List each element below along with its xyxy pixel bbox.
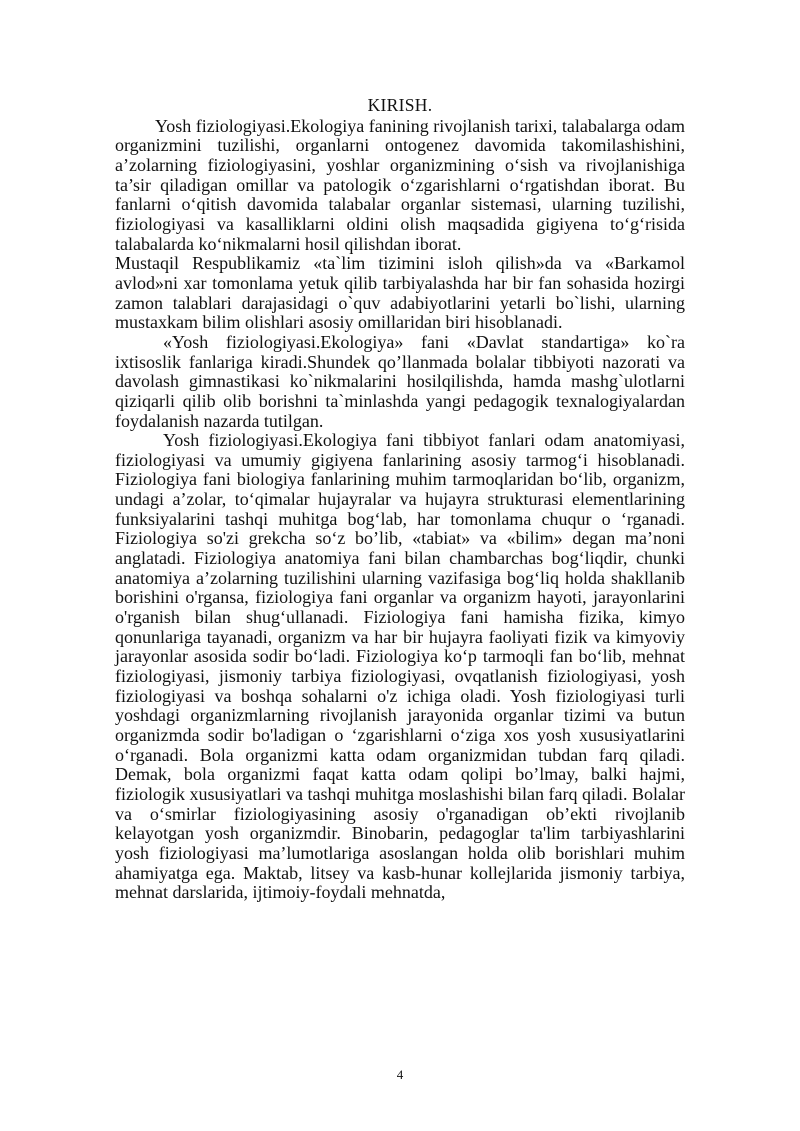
- paragraph-davlat-standart: «Yosh fiziologiyasi.Ekologiya» fani «Davlat standartiga» ko`ra ixtisoslik fanlariga kiradi.Shundek qo’llanmada bolalar tibbiyoti nazorati va davolash gimnastikasi ko`nikmalarini hosilqilishda, hamda mashg`ulotlarni qiziqarli qilib olib borishni ta`minlashda yangi pedagogik texnalogiyalardan foydalanish nazarda tutilgan.: [115, 331, 685, 431]
- document-page: [115, 96, 685, 903]
- document-title: KIRISH.: [367, 95, 433, 115]
- page-number: 4: [396, 1067, 404, 1082]
- paragraph-intro: Yosh fiziologiyasi.Ekologiya fanining rivojlanish tarixi, talabalarga odam organizmini tuzilishi, organlarni ontogenez davomida takomilashishini, a’zolarning fiziologiyasini, yoshlar organizmining o‘sish va rivojlanishiga ta’sir qiladigan omillar va patologik o‘zgarishlarni o‘rgatishdan iborat. Bu fanlarni o‘qitish davomida talabalar organlar sistemasi, ularning tuzilishi, fiziologiyasi va kasalliklarni oldini olish maqsadida gigiyena to‘g‘risida talabalarda ko‘nikmalarni hosil qilishdan iborat.: [115, 115, 685, 254]
- paragraph-mustaqil: Mustaqil Respublikamiz «ta`lim tizimini isloh qilish»da va «Barkamol avlod»ni xar tomonlama yetuk qilib tarbiyalashda har bir fan sohasida hozirgi zamon talablari darajasidagi o`quv adabiyotlarini yetarli bo`lishi, ularning mustaxkam bilim olishlari asosiy omillaridan biri hisoblanadi.: [115, 253, 685, 333]
- paragraph-fiziologiya: Yosh fiziologiyasi.Ekologiya fani tibbiyot fanlari odam anatomiyasi, fiziologiyasi va umumiy gigiyena fanlarining asosiy tarmog‘i hisoblanadi. Fiziologiya fani biologiya fanlarining muhim tarmoqlaridan bo‘lib, organizm, undagi a’zolar, to‘qimalar hujayralar va hujayra strukturasi elementlarining funksiyalarini tashqi muhitga bog‘lab, har tomonlama chuqur o ‘rganadi. Fiziologiya so'zi grekcha so‘z bo’lib, «tabiat» va «bilim» degan ma’noni anglatadi. Fiziologiya anatomiya fani bilan chambarchas bog‘liqdir, chunki anatomiya a’zolarning tuzilishini ularning vazifasiga bog‘liq holda shakllanib borishini o'rgansa, fiziologiya fani organlar va organizm hayoti, jarayonlarini o'rganish bilan shug‘ullanadi. Fiziologiya fani hamisha fizika, kimyo qonunlariga tayanadi, organizm va har bir hujayra faoliyati fizik va kimyoviy jarayonlar asosida sodir bo‘ladi. Fiziologiya ko‘p tarmoqli fan bo‘lib, mehnat fiziologiyasi, jismoniy tarbiya fiziologiyasi, ovqatlanish fiziologiyasi, yosh fiziologiyasi va boshqa sohalarni o'z ichiga oladi. Yosh fiziologiyasi turli yoshdagi organizmlarning rivojlanish jarayonida organlar tizimi va butun organizmda sodir bo'ladigan o ‘zgarishlarni o‘ziga xos yosh xususiyatlarini o‘rganadi. Bola organizmi katta odam organizmidan tubdan farq qiladi. Demak, bola organizmi faqat katta odam qolipi bo’lmay, balki hajmi, fiziologik xususiyatlari va tashqi muhitga moslashishi bilan farq qiladi. Bolalar va o‘smirlar fiziologiyasining asosiy o'rganadigan ob’ekti rivojlanib kelayotgan yosh organizmdir. Binobarin, pedagoglar ta'lim tarbiyashlarini yosh fiziologiyasi ma’lumotlariga asoslangan holda olib borishlari muhim ahamiyatga ega. Maktab, litsey va kasb-hunar kollejlarida jismoniy tarbiya, mehnat darslarida, ijtimoiy-foydali mehnatda,: [115, 430, 685, 903]
